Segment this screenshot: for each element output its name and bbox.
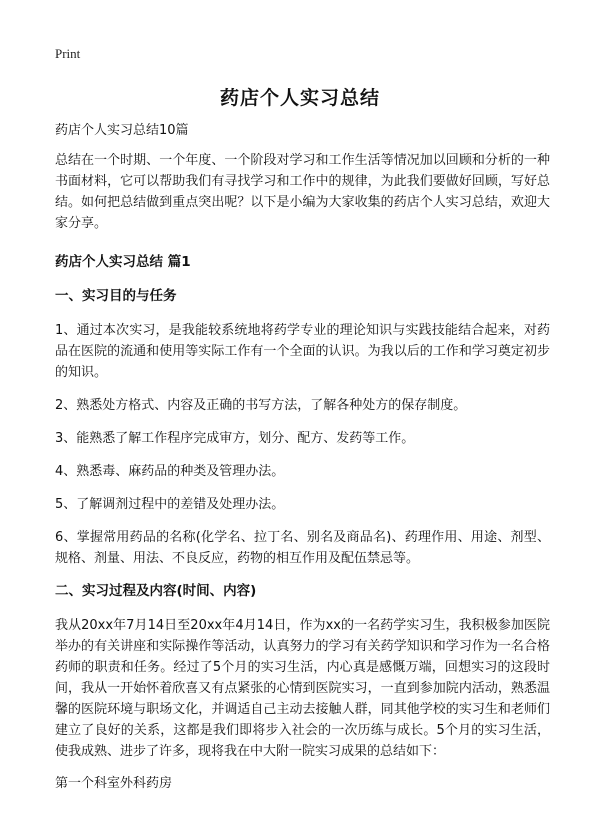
print-link[interactable]: Print [55, 46, 81, 61]
intro-paragraph: 总结在一个时期、一个年度、一个阶段对学习和工作生活等情况加以回顾和分析的一种书面材料，它可以帮助我们有寻找学习和工作中的规律，为此我们要做好回顾，写好总结。如何把总结做到重点突出呢？以下是小编为大家收集的药店个人实习总结，欢迎大家分享。 [55, 153, 550, 231]
subsection-label: 第一个科室外科药房 [55, 776, 173, 791]
article-heading: 药店个人实习总结 篇1 [55, 254, 191, 270]
list-item: 1、通过本次实习，是我能较系统地将药学专业的理论知识与实践技能结合起来，对药品在医院的流通和使用等实际工作有一个全面的认识。为我以后的工作和学习奠定初步的知识。 [55, 323, 550, 380]
document-title: 药店个人实习总结 [219, 87, 380, 109]
section-heading: 一、实习目的与任务 [55, 288, 177, 304]
list-item: 4、熟悉毒、麻药品的种类及管理办法。 [55, 464, 285, 479]
body-paragraph: 我从20xx年7月14日至20xx年4月14日，作为xx的一名药学实习生，我积极参加医院举办的有关讲座和实际操作等活动，认真努力的学习有关药学知识和学习作为一名合格药师的职责和任务。经过了5个月的实习生活，内心真是感慨万端，回想实习的这段时间，我从一开始怀着欣喜又有点紧张的心情到医院实习，一直到参加院内活动，熟悉温馨的医院环境与职场文化，并调适自己主动去接触人群，同其他学校的实习生和老师们建立了良好的关系，这都是我们即将步入社会的一次历练与成长。5个月的实习生活，使我成熟、进步了许多，现将我在中大附一院实习成果的总结如下： [55, 618, 550, 759]
document-subtitle: 药店个人实习总结10篇 [55, 123, 189, 138]
list-item: 3、能熟悉了解工作程序完成审方，划分、配方、发药等工作。 [55, 431, 415, 446]
document-body [55, 120, 550, 805]
list-item: 2、熟悉处方格式、内容及正确的书写方法，了解各种处方的保存制度。 [55, 398, 467, 413]
list-item: 5、了解调剂过程中的差错及处理办法。 [55, 497, 285, 512]
list-item: 6、掌握常用药品的名称(化学名、拉丁名、别名及商品名)、药理作用、用途、剂型、规格、剂量、用法、不良反应，药物的相互作用及配伍禁忌等。 [55, 530, 550, 566]
section-heading: 二、实习过程及内容(时间、内容) [55, 583, 257, 599]
